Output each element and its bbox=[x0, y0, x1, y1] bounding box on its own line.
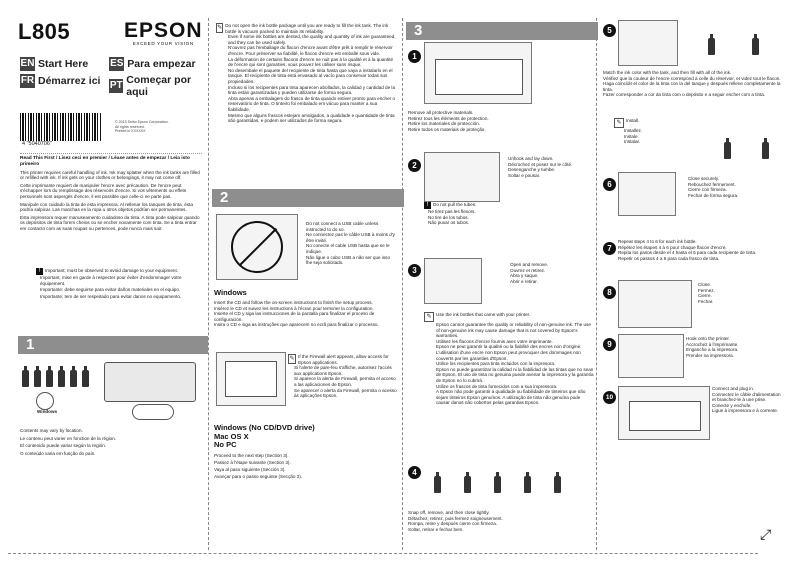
usb-cable-illustration bbox=[216, 214, 298, 280]
windows-text-fr: Insérez le CD et suivez les instructions à l'écran pour terminer la configuration. bbox=[214, 305, 374, 311]
prohibited-icon bbox=[231, 221, 283, 273]
windows-section bbox=[214, 288, 396, 328]
note-icon: ✎ bbox=[289, 356, 295, 362]
substep-number-8: 8 bbox=[603, 286, 616, 299]
substep-number-7: 7 bbox=[603, 242, 616, 255]
important-pt: Importante; tem de ser respeitado para evitar danos no equipamento. bbox=[40, 293, 182, 299]
remove-en: Remove all protective materials. bbox=[408, 110, 474, 115]
step-1-header: 1 bbox=[18, 336, 208, 354]
repeat-pt: Repetir os passos 4 a 6 para cada frasco de tinta. bbox=[618, 255, 720, 261]
windows-text-en: Insert the CD and follow the on-screen instructions to finish the setup process. bbox=[214, 300, 373, 305]
barcode-text: 4 "5040706" bbox=[22, 141, 52, 147]
fold-corner-icon: ⤢ bbox=[760, 526, 772, 542]
important-fr: Important, mise en garde à respecter pour éviter d'endommager votre équipement. bbox=[40, 275, 182, 286]
remove-fr: Retirez tous les éléments de protection. bbox=[408, 115, 489, 121]
ink-bottle-icon bbox=[762, 142, 769, 159]
snap-fr: Détachez, retirez, puis fermez soigneusement. bbox=[408, 515, 503, 521]
ink-bottle-icon bbox=[58, 370, 65, 387]
tubes-en: Do not pull the tubes. bbox=[433, 202, 477, 207]
connect-en: Connect and plug in. bbox=[712, 386, 755, 391]
snap-es: Rompa, retire y después cierre con firmeza. bbox=[408, 521, 498, 527]
language-en: EN Start Here bbox=[20, 58, 89, 70]
windows-title: Windows bbox=[214, 288, 247, 297]
unhook-illustration bbox=[424, 152, 500, 202]
tubes-es: No tire de los tubos. bbox=[428, 214, 469, 220]
close2-es: Cierre. bbox=[698, 293, 712, 299]
install-note bbox=[614, 118, 694, 145]
open-fr: Ouvrez et retirez. bbox=[510, 267, 546, 273]
match-en: Match the ink color with the tank, and then fill with all of the ink. bbox=[603, 70, 732, 75]
no-cd-section bbox=[214, 424, 396, 479]
ink-bottle-icon bbox=[46, 370, 53, 387]
firewall-illustration bbox=[216, 352, 286, 406]
hook-text bbox=[686, 336, 786, 358]
ink-bottle-icon bbox=[554, 476, 561, 493]
close2-fr: Fermez. bbox=[698, 287, 715, 293]
close-en: Close securely. bbox=[688, 176, 720, 181]
install-pt: Instalar. bbox=[624, 139, 641, 145]
note-es-2: Incluso si los recipientes para tinta aparecen abollados, la calidad y cantidad de la tinta están garantizadas y pueden utilizarse de forma segura. bbox=[228, 84, 396, 96]
match-es: Haga coincidir el color de la tinta con la del tanque y después rellene completamente la tinta. bbox=[603, 81, 781, 92]
repeat-en: Repeat steps 4 to 6 for each ink bottle. bbox=[618, 239, 697, 244]
firewall-pt: Se aparecer o alerta da Firewall, permita o acesso às aplicações Epson. bbox=[294, 387, 397, 399]
language-pt: PT Começar por aqui bbox=[109, 74, 192, 98]
ink-bottle-icon bbox=[494, 476, 501, 493]
repeat-fr: Répétez les étapes 4 à 6 pour chaque flacon d'encre. bbox=[618, 244, 727, 250]
unhook-fr: Décrochez et posez sur le côté. bbox=[508, 161, 573, 167]
substep-number-2: 2 bbox=[408, 159, 421, 172]
note-en-2: Even if some ink bottles are dented, the quality and quantity of ink are guaranteed, and they can be used safely. bbox=[228, 34, 396, 45]
match-text bbox=[603, 70, 783, 98]
windows-text-pt: Insira o CD e siga as instruções que aparecem no ecrã para finalizar o processo. bbox=[214, 322, 379, 328]
contents-en: Contents may vary by location. bbox=[20, 428, 83, 433]
no-cd-text-fr: Passez à l'étape suivante (Section 3). bbox=[214, 459, 291, 465]
note-en-1: Do not open the ink bottle package until you are ready to fill the ink tank. The ink bottle is vacuum packed to maintain its reliability. bbox=[225, 23, 389, 34]
close2-text bbox=[698, 282, 778, 304]
printer-outline bbox=[629, 401, 701, 431]
copyright-block: © 2015 Seiko Epson Corporation. All rights reserved. Printed in XXXXXX bbox=[115, 120, 169, 134]
contents-es: El contenido puede variar según la región. bbox=[20, 443, 107, 449]
open-es: Abra y saque. bbox=[510, 273, 539, 279]
note-icon: ✎ bbox=[217, 25, 223, 31]
printer-outline bbox=[435, 59, 523, 95]
no-cd-text-pt: Avançar para o passo seguinte (Secção 3). bbox=[214, 473, 303, 479]
ink-note-es-1: Utilice los recipientes para tinta incluidos con la impresora. bbox=[436, 361, 556, 367]
firewall-note bbox=[288, 354, 398, 399]
ink-package-notes bbox=[216, 23, 396, 124]
column-divider bbox=[596, 18, 597, 550]
substep-number-9: 9 bbox=[603, 338, 616, 351]
read-first-divider bbox=[20, 153, 202, 154]
language-es: ES Para empezar bbox=[110, 58, 196, 70]
remove-text bbox=[408, 110, 588, 132]
note-pt-1: Abra apenas a embalagem do frasco de tinta quando estiver pronto para encher o reservatório de tinta. O tinteiro foi embalado em vácuo para manter a sua fiabilidade. bbox=[228, 95, 396, 112]
open-pt: Abrir e retirar. bbox=[510, 278, 538, 284]
unhook-en: Unhook and lay down. bbox=[508, 156, 554, 161]
connect-es: Conecte y enchufe. bbox=[712, 402, 752, 408]
substep-number-4: 4 bbox=[408, 466, 421, 479]
fill-ink-illustration bbox=[618, 20, 678, 66]
no-cd-title-mac: Mac OS X bbox=[214, 431, 249, 441]
ink-bottle-icon bbox=[34, 370, 41, 387]
read-first-pt: Esta impressora requer manuseamento cuidadoso da tinta. A tinta pode salpicar quando os depósitos de tinta forem cheios ou se encher novamente com tinta. Se a tinta entrar em contacto com as suas roupas ou pertences, pode nunca mais sair. bbox=[20, 214, 200, 231]
ink-bottle-icon bbox=[434, 476, 441, 493]
ink-bottle-icon bbox=[524, 476, 531, 493]
note-es-1: No desembale el paquete del recipiente de tinta hasta que vaya a instalarlo en el tanque. El recipiente de tinta está envasado al vacío para conservar todas sus propiedades. bbox=[228, 67, 393, 84]
close-es: Cierre con firmeza. bbox=[688, 187, 727, 193]
language-list bbox=[20, 57, 210, 101]
close2-en: Close. bbox=[698, 282, 712, 287]
note-fr-1: N'ouvrez pas l'emballage du flacon d'encre avant d'être prêt à remplir le réservoir d'encre. Pour préserver sa fiabilité, le flacon d'encre est emballé sous vide. bbox=[228, 45, 393, 56]
substep-number-6: 6 bbox=[603, 178, 616, 191]
substep-4 bbox=[408, 462, 421, 480]
model-title: L805 bbox=[18, 19, 71, 44]
ink-note-pt-2: A Epson não pode garantir a qualidade ou fiabilidade de tinteiros que não sejam tinteiros Epson genuínos. A utilização de tinta não genuína pode causar danos não cobertos pelas garantias Epson. bbox=[436, 389, 586, 406]
note-icon: ✎ bbox=[614, 118, 624, 128]
substep-8 bbox=[603, 282, 616, 300]
ink-bottle-notes bbox=[424, 312, 594, 406]
page-bottom-divider bbox=[8, 553, 758, 554]
cd-icon bbox=[36, 392, 54, 410]
snap-en: Snap off, remove, and then close tightly. bbox=[408, 510, 490, 515]
no-cd-title-windows: Windows (No CD/DVD drive) bbox=[214, 423, 315, 432]
open-tank-illustration bbox=[424, 258, 482, 304]
substep-2 bbox=[408, 155, 421, 173]
dialog-window-icon bbox=[225, 361, 277, 397]
read-first-fr: Cette imprimante requiert de manipuler l'encre avec précaution. De l'encre peut s'échapper lors du remplissage des réservoirs d'encre. Si vos vêtements ou effets personnels sont aspergés d'encre, il est possible que celle-ci ne parte pas. bbox=[20, 182, 187, 199]
usb-note-en: Do not connect a USB cable unless instructed to do so. bbox=[306, 221, 379, 232]
snap-pt: Soltar, retirar e fechar bem. bbox=[408, 526, 464, 532]
ink-note-en-2: Epson cannot guarantee the quality or reliability of non-genuine ink. The use of non-genuine ink may cause damage that is not covered by Epson's warranties. bbox=[436, 322, 591, 339]
match-fr: Vérifiez que la couleur de l'encre correspond à celle du réservoir, et videz tout le flacon. bbox=[603, 75, 781, 81]
ink-bottle-icon bbox=[464, 476, 471, 493]
important-icon: ! bbox=[424, 202, 431, 209]
brand-tagline: EXCEED YOUR VISION bbox=[132, 41, 194, 46]
important-icon: ! bbox=[36, 268, 43, 275]
windows-text-es: Inserte el CD y siga las instrucciones de la pantalla para finalizar el proceso de configuración. bbox=[214, 311, 375, 322]
substep-10 bbox=[603, 386, 616, 404]
barcode bbox=[20, 113, 102, 141]
fill-ink-detail bbox=[690, 24, 780, 64]
close-cap-illustration bbox=[618, 172, 676, 216]
firewall-fr: Si l'alerte de pare-feu s'affiche, autorisez l'accès aux applications Epson. bbox=[294, 365, 392, 376]
substep-number-3: 3 bbox=[408, 264, 421, 277]
substep-5 bbox=[603, 20, 616, 38]
usb-note-es: No conecte el cable USB hasta que se le indique. bbox=[306, 243, 390, 254]
open-text bbox=[510, 262, 590, 284]
firewall-es: Si aparece la alerta de Firewall, permita el acceso a las aplicaciones de Epson. bbox=[294, 376, 396, 387]
no-cd-text-en: Proceed to the next step (Section 3). bbox=[214, 452, 289, 458]
close-unit-illustration bbox=[618, 280, 692, 328]
step-3-header: 3 bbox=[406, 22, 598, 40]
substep-number-1: 1 bbox=[408, 50, 421, 63]
printer-illustration bbox=[104, 362, 196, 402]
note-icon: ✎ bbox=[424, 312, 434, 322]
ink-note-pt-1: Utilize os frascos de tinta fornecidos com a sua impressora. bbox=[436, 383, 558, 389]
install-en: Install. bbox=[626, 118, 640, 123]
usb-note-fr: Ne connectez pas le câble USB à moins d'y être invité. bbox=[306, 232, 395, 243]
no-cd-text-es: Vaya al paso siguiente (Sección 3). bbox=[214, 466, 286, 472]
read-first-es: Manipule con cuidado la tinta de esta impresora. Al rellenar los tanques de tinta, ésta podría salpicar. Las manchas en la ropa u otros objetos podrían ser permanentes. bbox=[20, 201, 193, 213]
contents-note bbox=[20, 428, 202, 456]
step-2-header: 2 bbox=[212, 189, 404, 207]
read-first-block bbox=[20, 156, 202, 232]
connect-pt: Ligue à impressora e à corrente. bbox=[712, 408, 779, 414]
usb-note bbox=[306, 221, 396, 266]
firewall-en: If the Firewall alert appears, allow access for Epson applications. bbox=[298, 354, 389, 365]
ink-note-fr-2: Epson ne peut garantir la qualité ou la fiabilité des encres non d'origine. L'utilisation d'une encre non Epson peut provoquer des dommages non couverts par les garanties d'Epson. bbox=[436, 344, 582, 361]
important-block bbox=[36, 268, 204, 299]
language-fr: FR Démarrez ici bbox=[20, 75, 101, 87]
ink-bottle-icon bbox=[70, 370, 77, 387]
substep-number-5: 5 bbox=[603, 24, 616, 37]
hook-illustration bbox=[618, 334, 684, 378]
read-first-title: Read This First / Lisez ceci en premier / Léase antes de empezar / Leia isto primeiro bbox=[20, 156, 190, 167]
cable-icon bbox=[132, 404, 174, 420]
remove-es: Retire los materiales de protección. bbox=[408, 121, 481, 127]
contents-fr: Le contenu peut varier en fonction de la région. bbox=[20, 435, 117, 441]
snap-text bbox=[408, 510, 588, 532]
ink-note-es-2: Epson no puede garantizar la calidad ni la fiabilidad de las tintas que no sean de Epson. El uso de tinta no genuina puede averiar la impresora y la garantía de Epson no lo cubrirá. bbox=[436, 366, 594, 383]
protective-materials-illustration bbox=[424, 42, 532, 104]
open-en: Open and remove. bbox=[510, 262, 549, 267]
substep-6 bbox=[603, 174, 616, 192]
note-pt-2: Mesmo que alguns frascos estejam amolgados, a qualidade e quantidade de tinta são garantidas, e podem ser utilizados de forma segura. bbox=[228, 112, 395, 124]
install-fr: Installez. bbox=[624, 128, 643, 133]
epson-logo bbox=[124, 19, 203, 46]
ink-bottle-icon bbox=[22, 370, 29, 387]
ink-note-en-1: Use the ink bottles that came with your printer. bbox=[436, 312, 531, 317]
install-illustration bbox=[710, 124, 780, 164]
hook-fr: Accrochez à l'imprimante. bbox=[686, 341, 739, 347]
ink-note-fr-1: Utilisez les flacons d'encre fournis avec votre imprimante. bbox=[436, 338, 553, 344]
close-pt: Fechar de forma segura. bbox=[688, 192, 739, 198]
tubes-pt: Não puxar os tubos. bbox=[428, 220, 470, 226]
hook-es: Enganche a la impresora. bbox=[686, 347, 739, 353]
note-fr-2: La déformation de certains flacons d'encre ne nuit pas à la qualité et à la quantité de l'encre qui sont garanties, vous pouvez les utiliser sans risque. bbox=[228, 56, 394, 68]
usb-note-pt: Não ligue o cabo USB a não ser que isso lhe seja solicitado. bbox=[306, 254, 391, 266]
substep-9 bbox=[603, 334, 616, 352]
unhook-es: Desenganche y tumbe. bbox=[508, 167, 556, 173]
ink-bottle-icon bbox=[752, 38, 759, 55]
ink-bottle-icon bbox=[724, 142, 731, 159]
no-cd-title-nopc: No PC bbox=[214, 440, 237, 449]
unhook-text bbox=[508, 156, 593, 178]
substep-number-10: 10 bbox=[603, 391, 616, 404]
substep-1 bbox=[408, 46, 421, 64]
hook-en: Hook onto the printer. bbox=[686, 336, 730, 341]
close-fr: Rebouchez fermement. bbox=[688, 181, 736, 187]
install-es: Instale. bbox=[624, 133, 639, 139]
connect-illustration bbox=[618, 386, 710, 440]
connect-fr: Connectez le câble d'alimentation et branchez-le à une prise. bbox=[712, 391, 781, 403]
read-first-en: This printer requires careful handling of ink. Ink may splatter when the ink tanks are filled or refilled with ink. If ink gets on your clothes or belongings, it may not come off. bbox=[20, 169, 200, 181]
ink-bottle-icon bbox=[82, 370, 89, 387]
important-en: Important; must be observed to avoid damage to your equipment. bbox=[45, 268, 179, 273]
unhook-pt: Soltar e pousar. bbox=[508, 172, 541, 178]
repeat-text bbox=[618, 239, 793, 261]
important-es: Importante; debe seguirse para evitar daños materiales en el equipo. bbox=[40, 287, 181, 293]
hook-pt: Prender na impressora. bbox=[686, 352, 735, 358]
snap-illustration bbox=[424, 460, 574, 500]
windows-label: Windows bbox=[37, 409, 58, 414]
remove-pt: Retire todos os materiais de proteção. bbox=[408, 126, 486, 132]
connect-text bbox=[712, 386, 784, 414]
ink-bottle-icon bbox=[708, 38, 715, 55]
contents-pt: O conteúdo varia em função do país. bbox=[20, 450, 96, 456]
column-divider bbox=[402, 18, 403, 550]
substep-3 bbox=[408, 260, 421, 278]
close-text bbox=[688, 176, 783, 198]
substep-7 bbox=[603, 238, 616, 256]
box-contents-illustration bbox=[22, 362, 198, 422]
brand-name: EPSON bbox=[124, 19, 203, 42]
match-pt: Fazer corresponder a cor da tinta com o depósito e a seguir encher com a tinta. bbox=[603, 92, 766, 98]
repeat-es: Repita los pasos desde el 4 hasta el 6 para cada recipiente de tinta. bbox=[618, 250, 757, 256]
close2-pt: Fechar. bbox=[698, 298, 714, 304]
tubes-warning bbox=[424, 202, 524, 226]
tubes-fr: Ne tirez pas les flexors. bbox=[428, 209, 476, 214]
